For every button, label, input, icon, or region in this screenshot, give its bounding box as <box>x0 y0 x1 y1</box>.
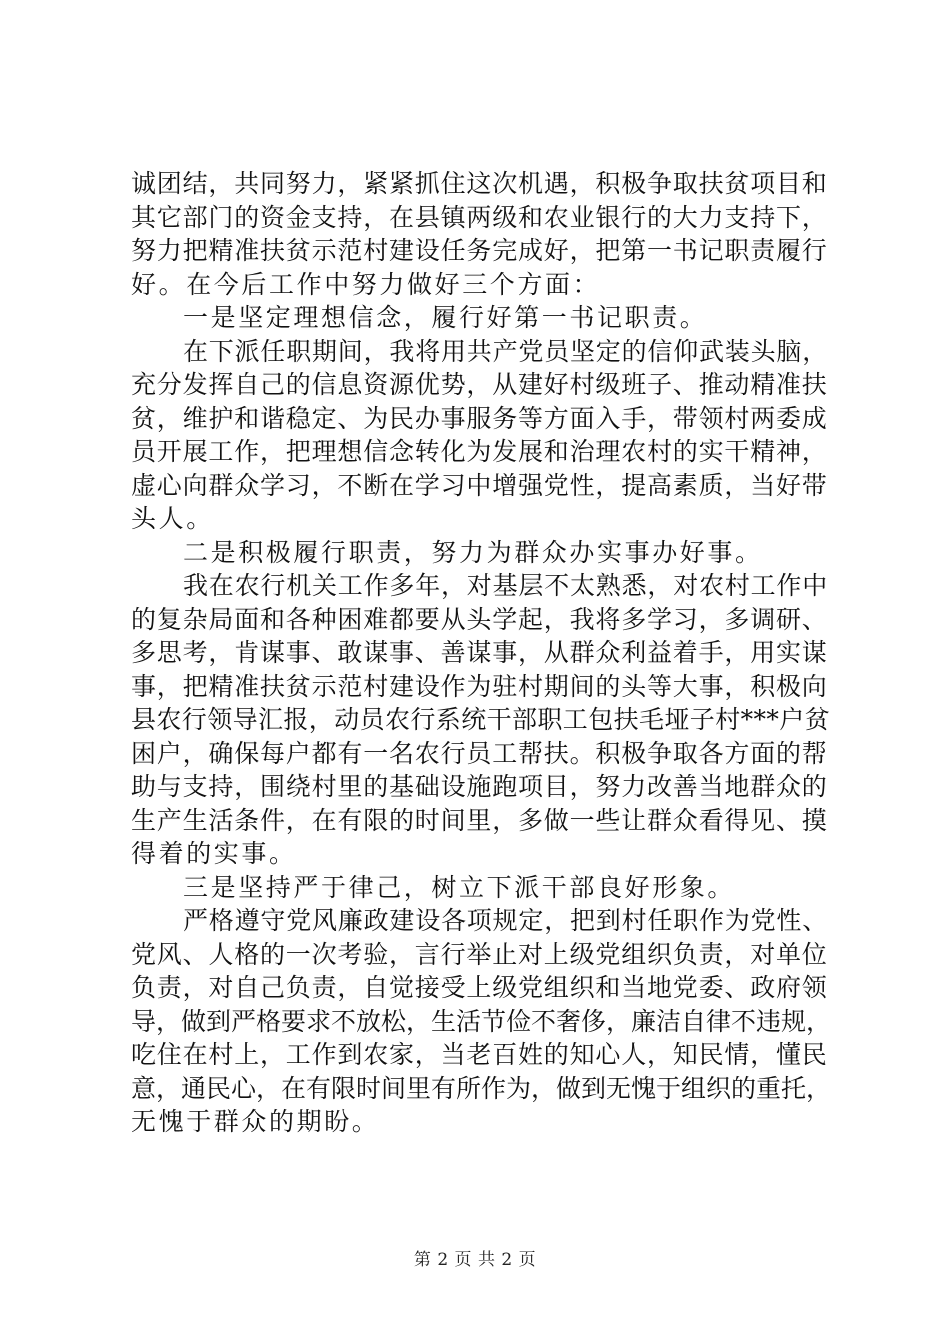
text-line: 负责，对自己负责，自觉接受上级党组织和当地党委、政府领 <box>131 973 828 1002</box>
text-line: 一是坚定理想信念，履行好第一书记职责。 <box>183 303 708 332</box>
text-line: 党风、人格的一次考验，言行举止对上级党组织负责，对单位 <box>131 939 828 969</box>
text-line: 助与支持，围绕村里的基础设施跑项目，努力改善当地群众的 <box>131 772 828 801</box>
text-line: 县农行领导汇报，动员农行系统干部职工包扶毛垭子村***户贫 <box>131 705 831 734</box>
text-line: 充分发挥自己的信息资源优势，从建好村级班子、推动精准扶 <box>131 370 828 399</box>
text-line: 无愧于群众的期盼。 <box>131 1107 380 1136</box>
text-line: 员开展工作，把理想信念转化为发展和治理农村的实干精神， <box>131 437 828 466</box>
text-line: 三是坚持严于律己，树立下派干部良好形象。 <box>183 872 736 902</box>
text-line: 的复杂局面和各种困难都要从头学起，我将多学习，多调研、 <box>131 604 828 634</box>
text-line: 困户，确保每户都有一名农行员工帮扶。积极争取各方面的帮 <box>131 738 828 768</box>
text-line: 吃住在村上，工作到农家，当老百姓的知心人，知民情，懂民 <box>131 1040 828 1069</box>
text-line: 事，把精准扶贫示范村建设作为驻村期间的头等大事，积极向 <box>131 671 828 701</box>
text-line: 在下派任职期间，我将用共产党员坚定的信仰武装头脑， <box>183 336 829 366</box>
text-line: 二是积极履行职责，努力为群众办实事办好事。 <box>183 537 763 567</box>
text-line: 虚心向群众学习，不断在学习中增强党性，提高素质，当好带 <box>131 470 828 500</box>
page-footer: 第 2 页 共 2 页 <box>413 1250 537 1270</box>
text-line: 努力把精准扶贫示范村建设任务完成好，把第一书记职责履行 <box>131 236 828 265</box>
text-line: 好。在今后工作中努力做好三个方面： <box>131 269 601 299</box>
document-body <box>131 167 831 1139</box>
text-line: 多思考，肯谋事、敢谋事、善谋事，从群众利益着手，用实谋 <box>131 638 828 667</box>
text-line: 严格遵守党风廉政建设各项规定，把到村任职作为党性、 <box>183 906 829 935</box>
text-line: 意，通民心，在有限时间里有所作为，做到无愧于组织的重托， <box>131 1073 832 1103</box>
text-line: 头人。 <box>131 504 214 533</box>
text-line: 我在农行机关工作多年，对基层不太熟悉，对农村工作中 <box>183 571 829 600</box>
text-line: 其它部门的资金支持，在县镇两级和农业银行的大力支持下， <box>131 202 828 232</box>
text-line: 生产生活条件，在有限的时间里，多做一些让群众看得见、摸 <box>131 805 828 835</box>
text-line: 诚团结，共同努力，紧紧抓住这次机遇，积极争取扶贫项目和 <box>131 169 828 198</box>
text-line: 贫，维护和谐稳定、为民办事服务等方面入手，带领村两委成 <box>131 403 828 433</box>
text-line: 得着的实事。 <box>131 839 297 868</box>
text-line: 导，做到严格要求不放松，生活节俭不奢侈，廉洁自律不违规， <box>131 1006 832 1036</box>
